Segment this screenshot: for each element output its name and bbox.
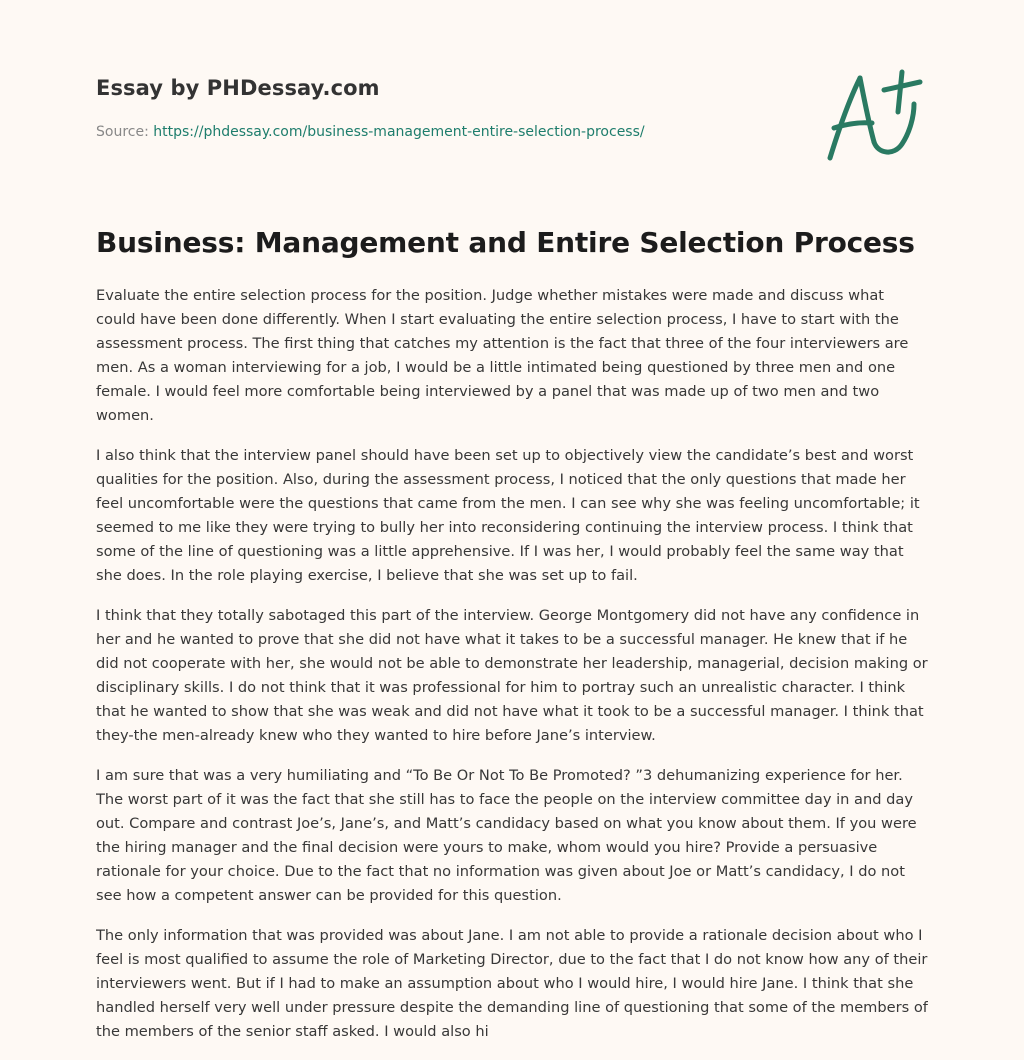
- essay-paragraph: I am sure that was a very humiliating and “To Be Or Not To Be Promoted? ”3 dehumanizing experience for her. The worst part of it was the fact that she still has to face the people on the interview committee day in and day out. Compare and contrast Joe’s, Jane’s, and Matt’s candidacy based on what you know about them. If you were the hiring manager and the final decision were yours to make, whom would you hire? Provide a persuasive rationale for your choice. Due to the fact that no information was given about Joe or Matt’s candidacy, I do not see how a competent answer can be provided for this question.: [96, 767, 917, 904]
- essay-paragraph: I also think that the interview panel should have been set up to objectively view the candidate’s best and worst qualities for the position. Also, during the assessment process, I noticed that the only questions that made her feel uncomfortable were the questions that came from the men. I can see why she was feeling uncomfortable; it seemed to me like they were trying to bully her into reconsidering continuing the interview process. I think that some of the line of questioning was a little apprehensive. If I was her, I would probably feel the same way that she does. In the role playing exercise, I believe that she was set up to fail.: [96, 447, 920, 584]
- source-line: [96, 124, 645, 140]
- essay-title: Business: Management and Entire Selection Process: [96, 226, 915, 259]
- essay-paragraph: Evaluate the entire selection process for the position. Judge whether mistakes were made and discuss what could have been done differently. When I start evaluating the entire selection process, I have to start with the assessment process. The first thing that catches my attention is the fact that three of the four interviewers are men. As a woman interviewing for a job, I would be a little intimated being questioned by three men and one female. I would feel more comfortable being interviewed by a panel that was made up of two men and two women.: [96, 287, 909, 424]
- a-plus-logo-icon: [822, 68, 926, 164]
- source-link[interactable]: https://phdessay.com/business-management-entire-selection-process/: [153, 124, 645, 140]
- essay-body: [96, 284, 928, 1060]
- site-title: Essay by PHDessay.com: [96, 76, 380, 100]
- essay-paragraph: The only information that was provided was about Jane. I am not able to provide a rationale decision about who I feel is most qualified to assume the role of Marketing Director, due to the fact that I do not know how any of their interviewers went. But if I had to make an assumption about who I would hire, I would hire Jane. I think that she handled herself very well under pressure despite the demanding line of questioning that some of the members of the members of the senior staff asked. I would also hi: [96, 927, 928, 1040]
- source-label: Source:: [96, 124, 149, 140]
- essay-paragraph: I think that they totally sabotaged this part of the interview. George Montgomery did not have any confidence in her and he wanted to prove that she did not have what it takes to be a successful manager. He knew that if he did not cooperate with her, she would not be able to demonstrate her leadership, managerial, decision making or disciplinary skills. I do not think that it was professional for him to portray such an unrealistic character. I think that he wanted to show that she was weak and did not have what it took to be a successful manager. I think that they-the men-already knew who they wanted to hire before Jane’s interview.: [96, 607, 928, 744]
